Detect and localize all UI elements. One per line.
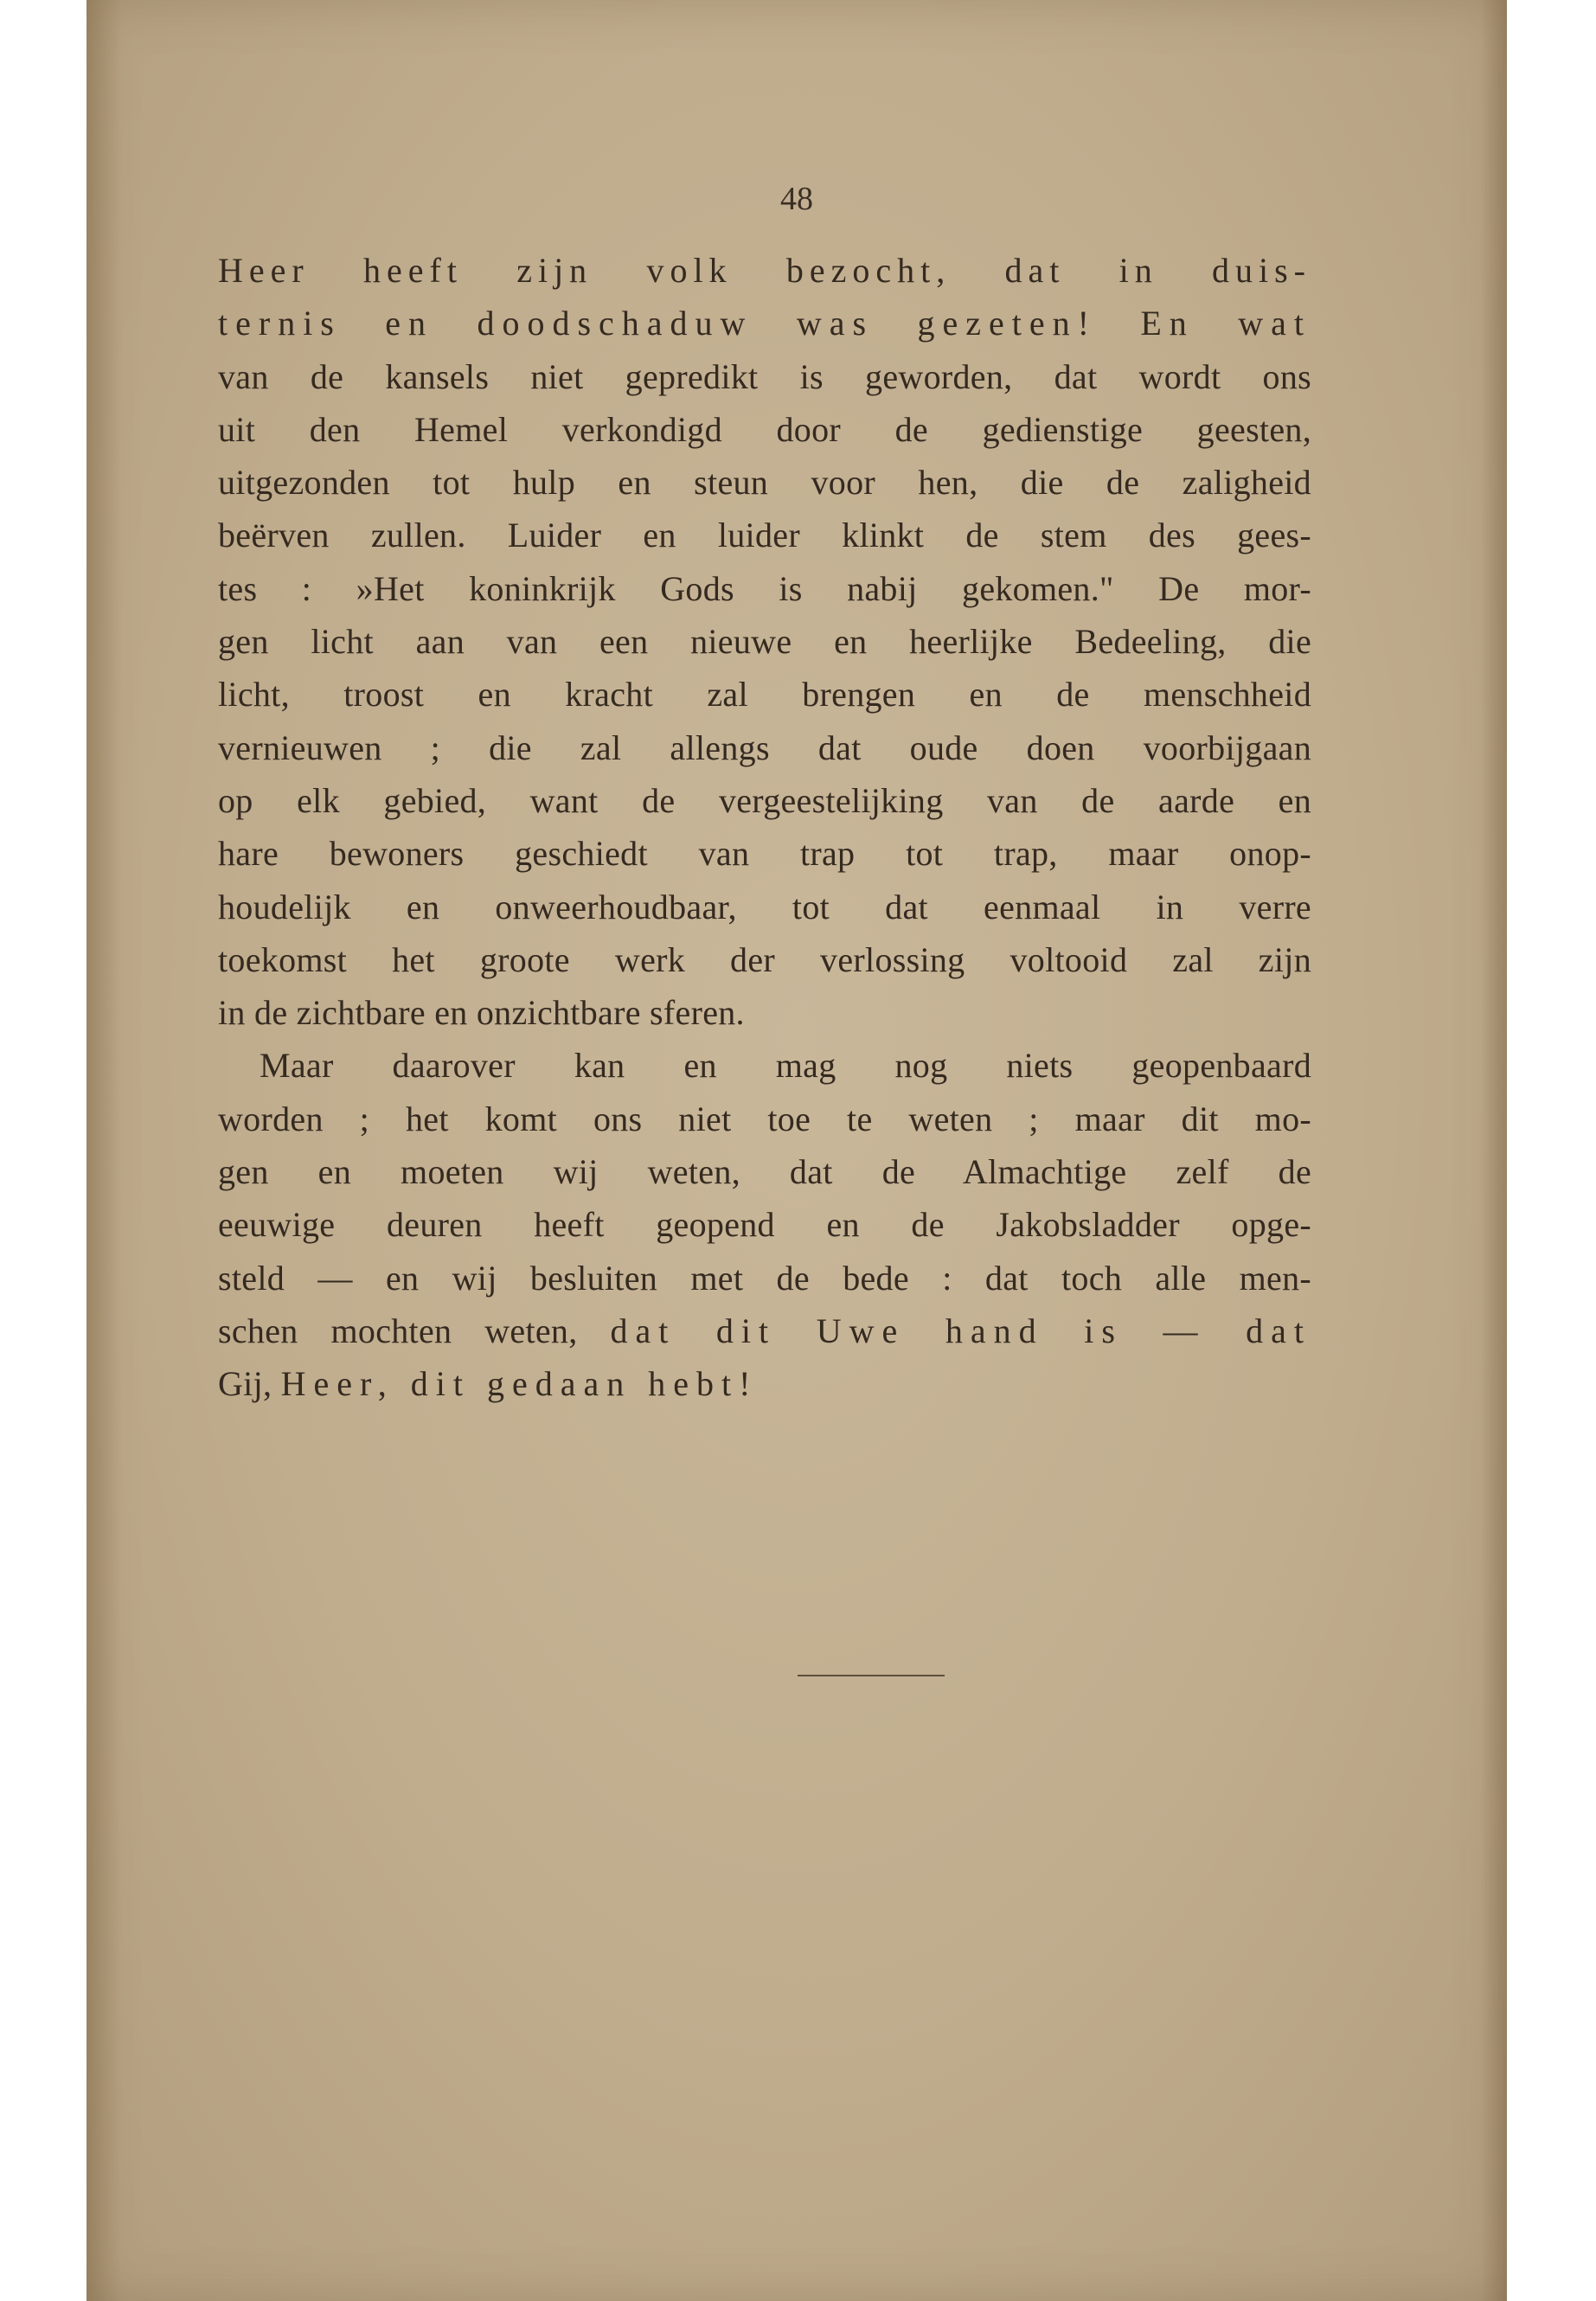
text-line: op elk gebied, want de vergeestelijking van de aarde en	[218, 780, 1311, 820]
text-line: in de zichtbare en onzichtbare sferen.	[218, 993, 745, 1033]
text-line: uit den Hemel verkondigd door de gedienstige geesten,	[218, 409, 1311, 449]
text-line: hare bewoners geschiedt van trap tot trap, maar onop-	[218, 834, 1311, 874]
text-line: gen en moeten wij weten, dat de Almachtige zelf de	[218, 1152, 1311, 1192]
text-fragment: Gij,	[218, 1364, 272, 1404]
text-line: gen licht aan van een nieuwe en heerlijke Bedeeling, die	[218, 622, 1311, 662]
end-rule	[798, 1675, 945, 1676]
text-line	[218, 297, 1311, 349]
text-line: van de kansels niet gepredikt is geworden, dat wordt ons	[218, 356, 1311, 396]
body-text	[218, 244, 1311, 1411]
text-line: Heer heeft zijn volk bezocht, dat in duis-	[218, 251, 1311, 290]
text-line: tes : »Het koninkrijk Gods is nabij gekomen." De mor-	[218, 568, 1311, 608]
text-line: houdelijk en onweerhoudbaar, tot dat eenmaal in verre	[218, 887, 1311, 926]
text-fragment: schen mochten weten,	[218, 1311, 578, 1350]
text-line: toekomst het groote werk der verlossing voltooid zal zijn	[218, 939, 1311, 979]
text-fragment: ternis en doodschaduw was gezeten! En wat	[218, 304, 1311, 343]
spaced-emphasis: Heer, dit gedaan hebt!	[280, 1364, 759, 1404]
text-line: eeuwige deuren heeft geopend en de Jakobsladder opge-	[218, 1205, 1311, 1245]
text-line: Maar daarover kan en mag nog niets geopenbaard	[260, 1046, 1311, 1086]
text-line	[218, 1304, 1311, 1357]
spaced-emphasis: dat dit Uwe hand is — dat	[610, 1311, 1311, 1350]
text-line: licht, troost en kracht zal brengen en de menschheid	[218, 675, 1311, 715]
text-line: worden ; het komt ons niet toe te weten ; maar dit mo-	[218, 1099, 1311, 1138]
text-line	[218, 1357, 1311, 1410]
text-line: uitgezonden tot hulp en steun voor hen, die de zaligheid	[218, 463, 1311, 503]
text-line: beërven zullen. Luider en luider klinkt de stem des gees-	[218, 516, 1311, 555]
page-number: 48	[780, 181, 813, 217]
text-line: vernieuwen ; die zal allengs dat oude doen voorbijgaan	[218, 727, 1311, 767]
text-line: steld — en wij besluiten met de bede : dat toch alle men-	[218, 1258, 1311, 1298]
